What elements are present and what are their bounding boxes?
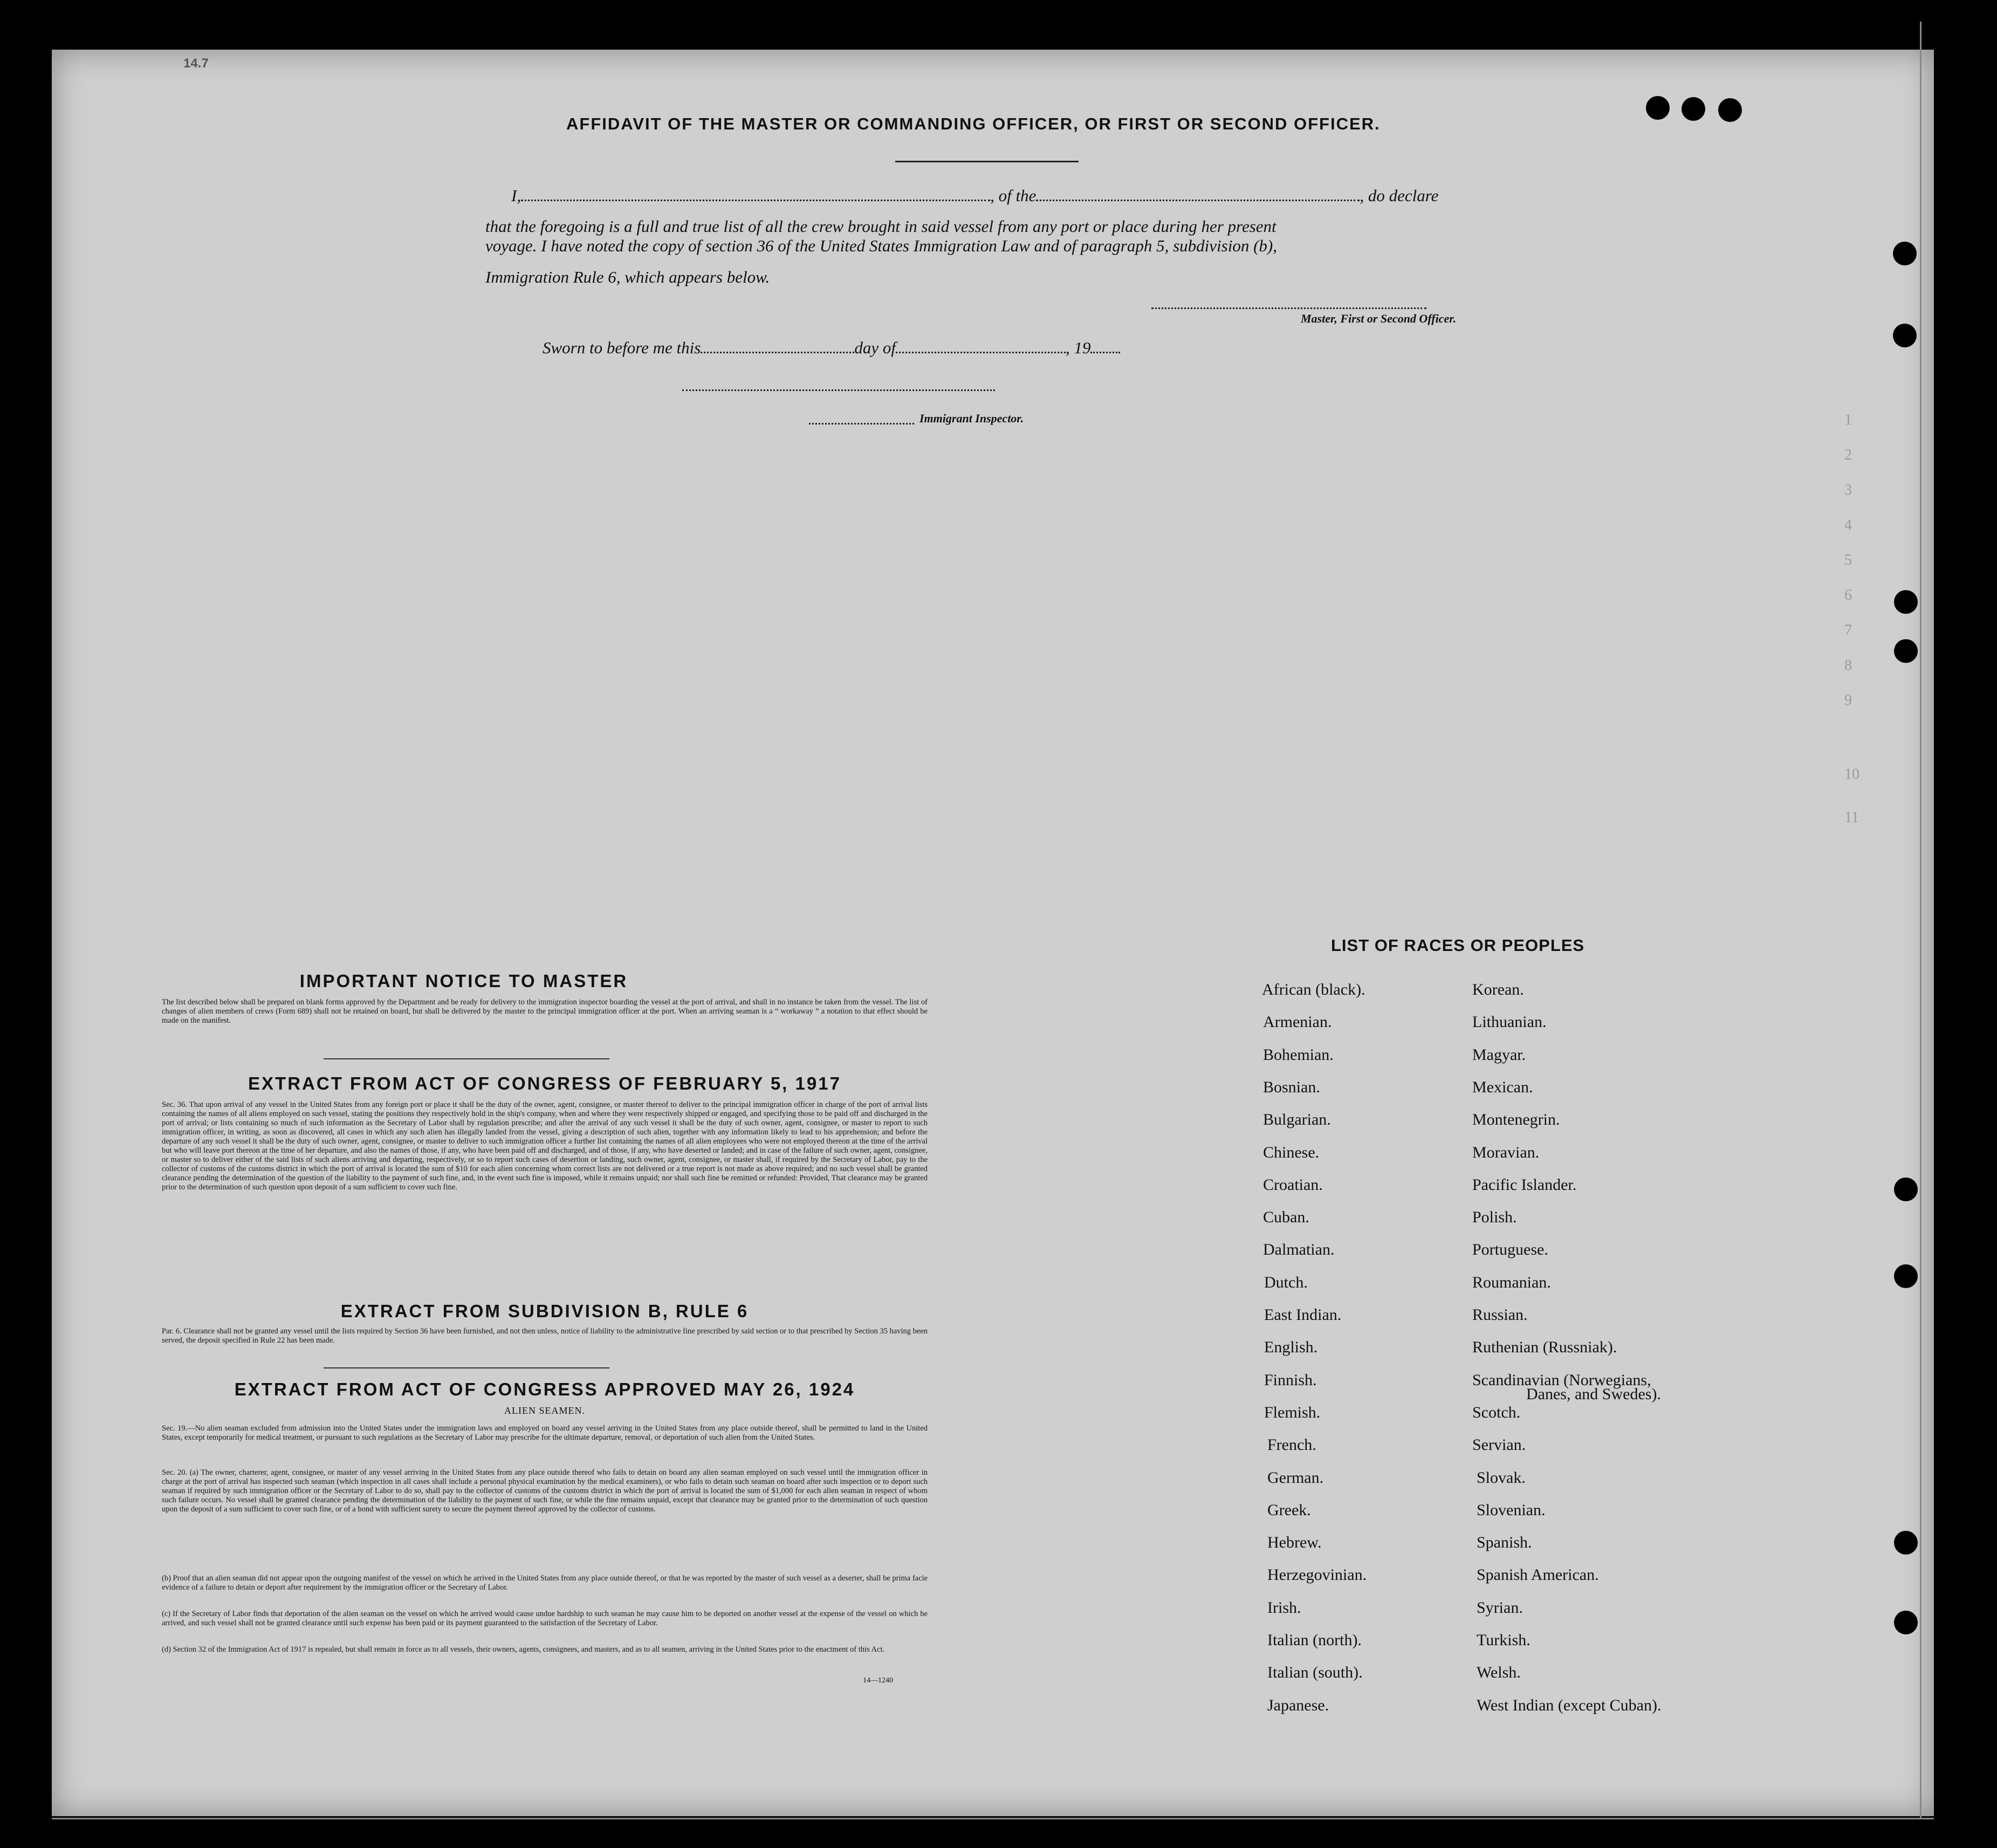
race-item: Japanese. xyxy=(1267,1696,1329,1714)
race-item: Polish. xyxy=(1472,1208,1517,1227)
extract-1917-body: Sec. 36. That upon arrival of any vessel in the United States from any foreign port or place it shall be the duty of the owner, agent, consignee, or master thereof to deliver to the principal immigration officer in charge of the port of arrival lists containing the names of all aliens employed on such vessel, stating the positions they respectively hold in the ship's company, when and where they were respectively shipped or engaged, and specifying those to be paid off and discharged in the port of arrival; or lists containing so much of such information as the Secretary of Labor shall by regulation prescribe; and after the arrival of any such vessel it shall be the duty of such owner, agent, consignee, or master to report to such immigration officer, in writing, as soon as discovered, all cases in which any such alien has illegally landed from the vessel, giving a description of such alien, together with any information likely to lead to his apprehension; and before the departure of any such vessel it shall be the duty of such owner, agent, consignee, or master to deliver to such immigration officer a further list containing the names of all alien employees who were not employed thereon at the time of the arrival but who will leave port thereon at the time of her departure, and also the names of those, if any, who have been paid off and discharged, and of those, if any, who have deserted or landed; and in case of the failure of such owner, agent, consignee, or master so to deliver either of the said lists of such aliens arriving and departing, respectively, or so to report such cases of desertion or landing, such owner, agent, consignee, or master shall, if required by the Secretary of Labor, pay to the collector of customs of the customs district in which the port of arrival is located the sum of $10 for each alien concerning whom correct lists are not delivered or a true report is not made as above required; and no such vessel shall be granted clearance pending the determination of the question of the liability to the payment of such fine, and, in the event such fine is imposed, while it remains unpaid; nor shall such fine be remitted or refunded: Provided, That clearance may be granted prior to the determination of such question upon deposit of a sum sufficient to cover such fine. xyxy=(162,1100,928,1192)
page-edge xyxy=(1920,22,1921,1818)
corner-mark: 14.7 xyxy=(183,56,209,71)
inspector-name-blank[interactable] xyxy=(809,411,914,425)
race-item: Herzegovinian. xyxy=(1267,1566,1367,1584)
race-item: Italian (north). xyxy=(1267,1631,1362,1649)
race-item: Ruthenian (Russniak). xyxy=(1472,1338,1617,1357)
race-item: Dutch. xyxy=(1264,1273,1308,1291)
race-item: German. xyxy=(1267,1468,1324,1487)
punch-hole xyxy=(1894,1531,1918,1555)
sec-20b-text: (b) Proof that an alien seaman did not appear upon the outgoing manifest of the vessel on which he arrived in the United States from any place outside thereof, or that he was reported by the master of such vessel as a deserter, shall be prima facie evidence of a failure to detain or deport after requirement by the immigration officer or the Secretary of Labor. xyxy=(162,1574,928,1592)
sworn-year-label: , 19 xyxy=(1065,338,1091,357)
race-item-scandinavian-cont: Danes, and Swedes). xyxy=(1526,1385,1661,1403)
punch-hole xyxy=(1893,242,1917,265)
affidavit-line-4: Immigration Rule 6, which appears below. xyxy=(485,268,770,286)
race-item: Croatian. xyxy=(1263,1175,1323,1194)
divider xyxy=(324,1058,609,1059)
race-item: English. xyxy=(1264,1338,1318,1357)
race-item: Servian. xyxy=(1472,1436,1526,1454)
race-item: Scotch. xyxy=(1472,1403,1521,1421)
ghost-row-number: 5 xyxy=(1844,552,1852,569)
race-item: Syrian. xyxy=(1477,1598,1523,1617)
race-item: Flemish. xyxy=(1264,1403,1321,1421)
race-item: African (black). xyxy=(1262,981,1365,998)
race-item: Spanish. xyxy=(1477,1534,1532,1552)
punch-hole xyxy=(1894,639,1918,663)
race-item: Cuban. xyxy=(1263,1208,1309,1227)
race-item: East Indian. xyxy=(1264,1306,1342,1324)
ghost-row-number: 1 xyxy=(1844,412,1852,428)
divider xyxy=(324,1367,609,1368)
affidavit-line-3: voyage. I have noted the copy of section 36 of the United States Immigration Law and of paragraph 5, subdivision (b), xyxy=(485,236,1277,255)
race-item: Irish. xyxy=(1267,1598,1301,1617)
master-caption: Master, First or Second Officer. xyxy=(1301,312,1457,325)
ghost-row-number: 2 xyxy=(1844,447,1852,463)
race-item: West Indian (except Cuban). xyxy=(1477,1696,1662,1714)
sec-20c-text: (c) If the Secretary of Labor finds that deportation of the alien seaman on the vessel on which he arrived would cause undue hardship to such seaman he may cause him to be deported on another vessel at the expense of the vessel on which he arrived, and such vessel shall not be granted clearance until such expense has been paid or its payment guaranteed to the satisfaction of the Secretary of Labor. xyxy=(162,1610,928,1627)
race-item: Mexican. xyxy=(1472,1078,1533,1096)
sworn-label: Sworn to before me this xyxy=(543,338,701,357)
race-item: Slovenian. xyxy=(1477,1501,1546,1519)
affidavit-rule xyxy=(895,161,1079,162)
sworn-day-blank[interactable] xyxy=(701,340,854,353)
sec-19-text: Sec. 19.—No alien seaman excluded from admission into the United States under the immigration laws and employed on board any vessel arriving in the United States from any place outside thereof, shall be permitted to land in the United States, except temporarily for medical treatment, or pursuant to such regulations as the Secretary of Labor may prescribe for the ultimate departure, removal, or deportation of such alien from the United States. xyxy=(162,1424,928,1442)
race-item: Armenian. xyxy=(1263,1013,1332,1031)
rule-6-title: EXTRACT FROM SUBDIVISION B, RULE 6 xyxy=(340,1301,749,1321)
race-item: Spanish American. xyxy=(1477,1566,1599,1584)
affidavit-of-the: , of the xyxy=(990,186,1037,205)
race-item: Bohemian. xyxy=(1263,1045,1334,1064)
race-item: Turkish. xyxy=(1477,1631,1531,1649)
page-edge xyxy=(52,1818,1934,1819)
extract-1917-title: EXTRACT FROM ACT OF CONGRESS OF FEBRUARY 5, 1917 xyxy=(248,1073,841,1093)
race-item: Pacific Islander. xyxy=(1472,1175,1577,1194)
race-item: French. xyxy=(1267,1436,1316,1454)
ghost-row-number: 10 xyxy=(1844,766,1859,783)
ghost-row-number: 11 xyxy=(1844,809,1859,826)
ghost-row-number: 9 xyxy=(1844,692,1852,709)
race-item: Finnish. xyxy=(1264,1371,1317,1389)
sworn-line xyxy=(543,338,1120,358)
vessel-blank[interactable] xyxy=(1036,188,1360,201)
races-title: LIST OF RACES OR PEOPLES xyxy=(1331,936,1585,955)
alien-seamen-subtitle: ALIEN SEAMEN. xyxy=(504,1405,585,1416)
race-item: Scandinavian (Norwegians, xyxy=(1472,1371,1651,1389)
master-signature-blank[interactable] xyxy=(1151,296,1426,309)
inspector-caption: Immigrant Inspector. xyxy=(919,412,1024,425)
punch-hole xyxy=(1893,324,1917,347)
race-item: Montenegrin. xyxy=(1472,1111,1560,1129)
notice-body: The list described below shall be prepared on blank forms approved by the Department and be ready for delivery to the immigration inspector boarding the vessel at the port of arrival, and shall in no instance be taken from the vessel. The list of changes of alien members of crews (Form 689) shall not be retained on board, but shall be delivered by the master to the principal immigration officer at the port. When an arriving seaman is a “ workaway ” a notation to that effect should be made on the manifest. xyxy=(162,998,928,1025)
punch-hole xyxy=(1894,1178,1918,1201)
race-item: Bosnian. xyxy=(1263,1078,1320,1096)
affidavit-title: AFFIDAVIT OF THE MASTER OR COMMANDING OFFICER, OR FIRST OR SECOND OFFICER. xyxy=(566,114,1381,133)
ghost-row-number: 4 xyxy=(1844,517,1852,533)
race-item: Roumanian. xyxy=(1472,1273,1551,1291)
punch-hole xyxy=(1682,97,1705,121)
race-item: Hebrew. xyxy=(1267,1534,1322,1552)
race-item: Chinese. xyxy=(1263,1143,1320,1161)
punch-hole xyxy=(1894,1264,1918,1288)
affidavit-line-1 xyxy=(511,186,1438,206)
name-blank[interactable] xyxy=(521,188,990,201)
race-item: Russian. xyxy=(1472,1306,1528,1324)
ghost-row-number: 3 xyxy=(1844,482,1852,498)
affidavit-i: I, xyxy=(511,186,521,205)
punch-hole xyxy=(1894,1611,1918,1634)
sworn-month-blank[interactable] xyxy=(896,340,1066,353)
sec-20a-text: Sec. 20. (a) The owner, charterer, agent, consignee, or master of any vessel arriving in the United States from any place outside thereof who fails to detain on board any alien seaman employed on such vessel until the immigration officer in charge at the port of arrival has inspected such seaman (which inspection in all cases shall include a personal physical examination by the medical examiners), or who fails to detain such seaman on board after such inspection or to deport such seaman if required by such immigration officer or the Secretary of Labor to do so, shall pay to the collector of customs of the customs district in which the port of arrival is located the sum of $1,000 for each alien seaman in respect of whom such failure occurs. No vessel shall be granted clearance pending the determination of the liability to the payment of such fine, or while the fine remains unpaid, except that clearance may be granted prior to the determination of such question upon the deposit of a sum sufficient to cover such fine, or of a bond with sufficient surety to secure the payment thereof approved by the collector of customs. xyxy=(162,1468,928,1514)
affidavit-do-declare: , do declare xyxy=(1360,186,1439,205)
race-item: Portuguese. xyxy=(1472,1241,1548,1259)
sec-20d-text: (d) Section 32 of the Immigration Act of 1917 is repealed, but shall remain in force as to all vessels, their owners, agents, consignees, and masters, and as to all seamen, arriving in the United States prior to the enactment of this Act. xyxy=(162,1645,885,1654)
punch-hole xyxy=(1646,96,1670,120)
punch-hole xyxy=(1718,98,1742,122)
race-item: Slovak. xyxy=(1477,1468,1526,1487)
sworn-year-blank[interactable] xyxy=(1090,340,1120,353)
ghost-row-number: 6 xyxy=(1844,587,1852,604)
race-item: Magyar. xyxy=(1472,1045,1526,1064)
race-item: Italian (south). xyxy=(1267,1664,1363,1682)
race-item: Korean. xyxy=(1472,981,1524,998)
race-item: Welsh. xyxy=(1477,1664,1521,1682)
affidavit-line-2: that the foregoing is a full and true list of all the crew brought in said vessel from any port or place during her present xyxy=(485,217,1277,236)
notice-title: IMPORTANT NOTICE TO MASTER xyxy=(299,971,628,991)
race-item: Lithuanian. xyxy=(1472,1013,1547,1031)
race-item: Greek. xyxy=(1267,1501,1311,1519)
race-item: Dalmatian. xyxy=(1263,1241,1335,1259)
extract-1924-title: EXTRACT FROM ACT OF CONGRESS APPROVED MAY 26, 1924 xyxy=(234,1379,855,1399)
form-reference: 14—1240 xyxy=(863,1676,893,1685)
ghost-row-number: 8 xyxy=(1844,657,1852,674)
race-item: Moravian. xyxy=(1472,1143,1540,1161)
sworn-day-label: day of xyxy=(854,338,896,357)
document-page xyxy=(52,50,1934,1816)
race-item: Bulgarian. xyxy=(1263,1111,1331,1129)
inspector-signature-blank[interactable] xyxy=(682,378,995,391)
punch-hole xyxy=(1894,590,1918,614)
rule-6-body: Par. 6. Clearance shall not be granted any vessel until the lists required by Section 36 have been furnished, and not then unless, notice of liability to the administrative fine prescribed by said section or to that prescribed by Section 35 having been served, the deposit specified in Rule 22 has been made. xyxy=(162,1327,928,1345)
ghost-row-number: 7 xyxy=(1844,622,1852,639)
